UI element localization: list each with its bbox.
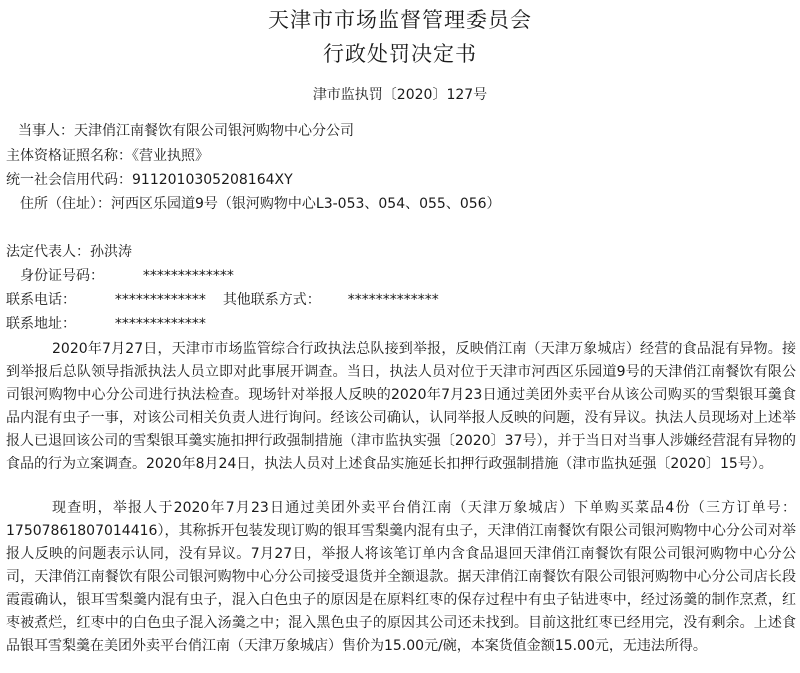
address-row [20, 194, 501, 214]
contact-phone-value: ************* [114, 292, 206, 308]
paragraph-case-background: 2020年7月27日，天津市市场监管综合行政执法总队接到举报，反映俏江南（天津万象城店）经营的食品混有异物。接到举报后总队领导指派执法人员立即对此事展开调查。当日，执法人员对位于天津市河西区乐园道9号的天津俏江南餐饮有限公司银河购物中心分公司进行执法检查。现场针对举报人反映的2020年7月23日通过美团外卖平台从该公司购买的雪梨银耳羹食品内混有虫子一事，对该公司相关负责人进行询问。经该公司确认，认同举报人反映的问题，没有异议。执法人员现场对上述举报人已退回该公司的雪梨银耳羹实施扣押行政强制措施（津市监执实强〔2020〕37号），并于当日对当事人涉嫌经营混有异物的食品的行为立案调查。2020年8月24日，执法人员对上述食品实施延长扣押行政强制措施（津市监执延强〔2020〕15号）。 [6, 341, 796, 472]
contact-address-row [6, 314, 206, 334]
paragraph-investigation-findings: 现查明，举报人于2020年7月23日通过美团外卖平台俏江南（天津万象城店）下单购买菜品4份（三方订单号：17507861807014416），其称拆开包装发现订购的银耳雪梨羹内混有虫子，天津俏江南餐饮有限公司银河购物中心分公司对举报人反映的问题表示认同，没有异议。7月27日，举报人将该笔订单内含食品退回天津俏江南餐饮有限公司银河购物中心分公司，天津俏江南餐饮有限公司银河购物中心分公司接受退货并全额退款。据天津俏江南餐饮有限公司银河购物中心分公司店长段霞霞确认，银耳雪梨羹内混有虫子，混入白色虫子的原因是在原料红枣的保存过程中有虫子钻进枣中，经过汤羹的制作烹煮，红枣被煮烂，红枣中的白色虫子混入汤羹之中；混入黑色虫子的原因其公司还未找到。目前这批红枣已经用完，没有剩余。上述食品银耳雪梨羹在美团外卖平台俏江南（天津万象城店）售价为15.00元/碗，本案货值金额15.00元，无违法所得。 [6, 500, 796, 654]
issuing-authority-title: 天津市市场监督管理委员会 [268, 8, 532, 32]
credit-code-value: 911201030520816​4XY [132, 172, 293, 188]
contact-address-label: 联系地址： [6, 316, 76, 332]
contact-phone-label: 联系电话： [6, 292, 76, 308]
legal-representative-label: 法定代表人： [6, 244, 90, 260]
party-name-value: 天津俏江南餐饮有限公司银河购物中心分公司 [74, 123, 354, 139]
other-contact-value: ************* [347, 292, 439, 308]
address-value: 河西区乐园道9号（银河购物中心L3-053、054、055、056） [111, 196, 501, 212]
legal-representative-value: 孙洪涛 [90, 244, 132, 260]
party-name-label: 当事人： [18, 123, 74, 139]
id-number-label: 身份证号码： [20, 268, 104, 284]
id-number-row [20, 266, 234, 286]
document-type-title: 行政处罚决定书 [323, 42, 477, 66]
address-label: 住所（住址）： [20, 196, 111, 212]
contact-phone-row [6, 290, 439, 310]
document-number: 津市监执罚〔2020〕127号 [312, 87, 488, 103]
legal-representative-row [6, 242, 132, 262]
other-contact-label: 其他联系方式： [222, 292, 321, 308]
credit-code-label: 统一社会信用代码： [6, 172, 132, 188]
id-number-value: ************* [142, 268, 234, 284]
certificate-row [6, 146, 209, 166]
party-name-row [18, 121, 354, 141]
certificate-label: 主体资格证照名称： [6, 148, 132, 164]
contact-address-value: ************* [114, 316, 206, 332]
certificate-value: 《营业执照》 [132, 148, 209, 164]
credit-code-row [6, 170, 293, 190]
